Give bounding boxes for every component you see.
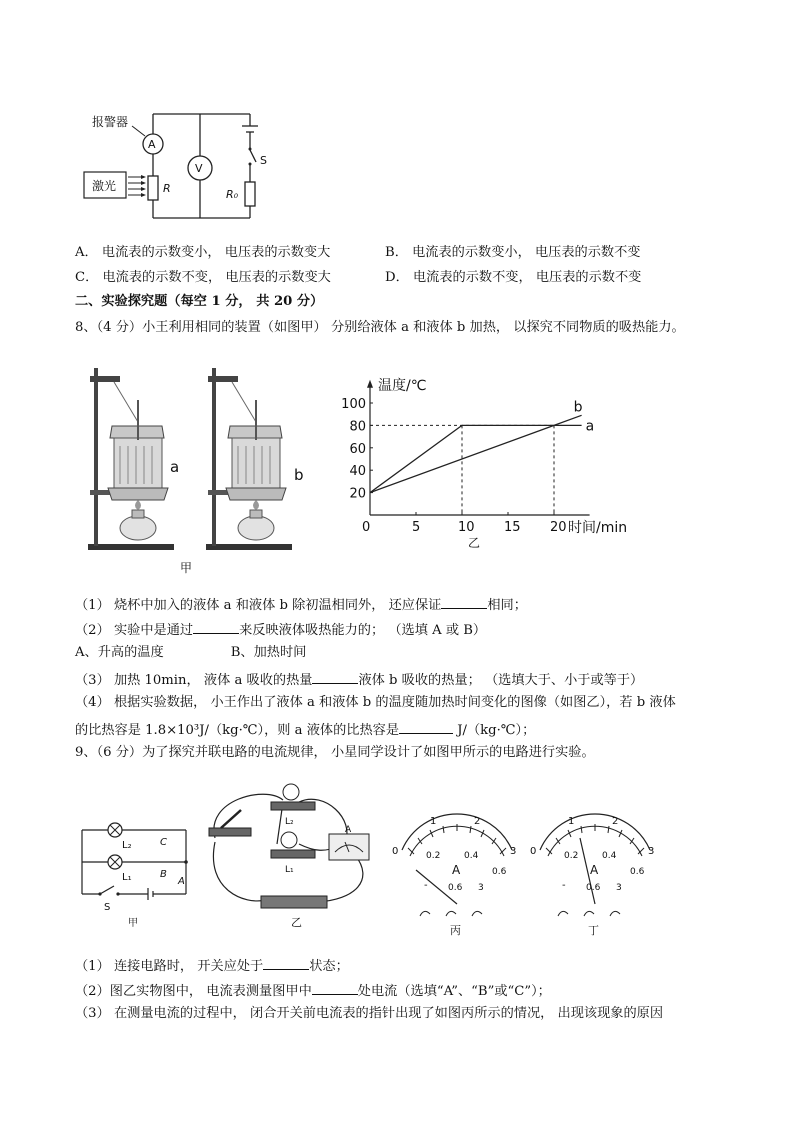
physical-ammeter-label: A bbox=[345, 825, 352, 835]
x-tick-label: 10 bbox=[458, 520, 475, 535]
laser-label: 激光 bbox=[92, 179, 117, 193]
alarm-circuit-figure bbox=[80, 108, 280, 233]
ammeter-dial-ding bbox=[530, 812, 660, 937]
physical-circuit-figure bbox=[205, 780, 385, 930]
y-axis-label: 温度/℃ bbox=[378, 377, 427, 394]
option-c: C． 电流表的示数不变， 电压表的示数变大 bbox=[75, 270, 331, 285]
bing-scale-bottom-1: 0.4 bbox=[464, 851, 479, 861]
parallel-circuit-diagram bbox=[78, 812, 198, 927]
point-c-label: C bbox=[160, 837, 167, 848]
switch-label: S bbox=[260, 154, 267, 167]
q9-part1-suffix: 状态； bbox=[309, 959, 349, 974]
series-label-b: b bbox=[573, 399, 583, 416]
ding-scale-bottom-2: 0.6 bbox=[630, 867, 645, 877]
ding-scale-top-0: 0 bbox=[530, 846, 537, 857]
ding-scale-top-1: 1 bbox=[568, 816, 575, 827]
figure-jia2-caption: 甲 bbox=[128, 918, 138, 929]
q9-stem: 9、（6 分）为了探究并联电路的电流规律， 小星同学设计了如图甲所示的电路进行实验。 bbox=[75, 745, 595, 760]
figure-yi-caption: 乙 bbox=[468, 536, 481, 550]
ding-scale-bottom-0: 0.2 bbox=[564, 851, 579, 861]
point-b-label: B bbox=[160, 869, 167, 880]
x-axis-label: 时间/min bbox=[568, 520, 628, 536]
q9-part1-blank[interactable] bbox=[263, 955, 309, 970]
q8-part4-blank[interactable] bbox=[399, 719, 453, 734]
resistor-r-label: R bbox=[163, 182, 171, 195]
y-tick-label: 60 bbox=[349, 441, 366, 457]
q9-part1 bbox=[75, 955, 349, 976]
option-d: D． 电流表的示数不变， 电压表的示数不变 bbox=[385, 270, 642, 285]
ding-scale-bottom-1: 0.4 bbox=[602, 851, 617, 861]
bing-scale-top-1: 1 bbox=[430, 816, 437, 827]
figure-bing-caption: 丙 bbox=[450, 924, 461, 937]
bing-terminal-3: 3 bbox=[478, 883, 484, 893]
bing-terminal-minus: - bbox=[424, 880, 428, 891]
bing-scale-top-3: 3 bbox=[510, 846, 517, 857]
y-tick-label: 20 bbox=[349, 486, 366, 502]
y-tick-label: 100 bbox=[341, 397, 366, 412]
q9-part2 bbox=[75, 980, 551, 1001]
ding-terminal-06: 0.6 bbox=[586, 883, 601, 893]
figure-ding-caption: 丁 bbox=[588, 924, 599, 937]
bing-terminal-06: 0.6 bbox=[448, 883, 463, 893]
x-tick-label: 15 bbox=[504, 520, 521, 535]
figure-jia-caption: 甲 bbox=[180, 561, 193, 575]
lamp-l1-label: L₁ bbox=[122, 872, 132, 883]
q8-part1-suffix: 相同； bbox=[487, 598, 527, 613]
ding-unit: A bbox=[590, 863, 599, 877]
y-tick-label: 80 bbox=[349, 419, 366, 435]
q8-part4-line2 bbox=[75, 719, 535, 740]
q9-part2-blank[interactable] bbox=[312, 980, 358, 995]
heating-apparatus-figure bbox=[82, 360, 332, 575]
q8-part1-text: （1） 烧杯中加入的液体 a 和液体 b 除初温相同外， 还应保证 bbox=[75, 598, 442, 613]
liquid-b-label: b bbox=[294, 466, 304, 484]
liquid-a-label: a bbox=[170, 458, 180, 476]
series-line-a bbox=[370, 425, 582, 492]
bing-scale-bottom-2: 0.6 bbox=[492, 867, 507, 877]
alarm-label: 报警器 bbox=[92, 115, 129, 129]
bing-unit: A bbox=[452, 863, 461, 877]
q8-part2 bbox=[75, 619, 486, 640]
ding-scale-top-2: 2 bbox=[612, 816, 619, 827]
q8-part2-blank[interactable] bbox=[193, 619, 239, 634]
q8-part3 bbox=[75, 669, 643, 690]
bing-scale-bottom-0: 0.2 bbox=[426, 851, 441, 861]
x-tick-label: 20 bbox=[550, 520, 567, 535]
q9-part1-text: （1） 连接电路时， 开关应处于 bbox=[75, 959, 264, 974]
resistor-r0-label: R₀ bbox=[226, 188, 239, 201]
point-a-label: A bbox=[178, 876, 185, 887]
section-2-title: 二、实验探究题（每空 1 分， 共 20 分） bbox=[75, 294, 324, 309]
q8-part2-options: A、升高的温度 B、加热时间 bbox=[75, 645, 307, 660]
q8-part2-text: （2） 实验中是通过 bbox=[75, 623, 194, 638]
temperature-time-chart bbox=[338, 365, 628, 550]
q8-part3-text: （3） 加热 10min， 液体 a 吸收的热量 bbox=[75, 673, 313, 688]
bing-scale-top-2: 2 bbox=[474, 816, 481, 827]
bing-scale-top-0: 0 bbox=[392, 846, 399, 857]
ding-terminal-minus: - bbox=[562, 880, 566, 891]
lamp-l2-label: L₂ bbox=[122, 840, 132, 851]
option-a: A． 电流表的示数变小， 电压表的示数变大 bbox=[75, 245, 331, 260]
q9-part2-suffix: 处电流（选填“A”、“B”或“C”）； bbox=[357, 984, 551, 999]
q8-part1-blank[interactable] bbox=[441, 594, 487, 609]
ding-scale-top-3: 3 bbox=[648, 846, 655, 857]
q8-part3-suffix: 液体 b 吸收的热量； （选填大于、小于或等于） bbox=[358, 673, 644, 688]
physical-l1-label: L₁ bbox=[285, 865, 294, 875]
ammeter-dial-bing bbox=[392, 812, 522, 937]
voltmeter-symbol: V bbox=[195, 162, 203, 175]
q8-part2-suffix: 来反映液体吸热能力的； （选填 A 或 B） bbox=[239, 623, 487, 638]
physical-l2-label: L₂ bbox=[285, 817, 294, 827]
y-tick-label: 40 bbox=[349, 464, 366, 480]
x-tick-label: 0 bbox=[362, 520, 371, 535]
q8-part4-line1: （4） 根据实验数据， 小王作出了液体 a 和液体 b 的温度随加热时间变化的图像（如图乙），若 b 液体 bbox=[75, 695, 676, 710]
q9-part3: （3） 在测量电流的过程中， 闭合开关前电流表的指针出现了如图丙所示的情况， 出现该现象的原因 bbox=[75, 1006, 664, 1021]
series-line-b bbox=[370, 415, 582, 492]
q8-part4-suffix: J/（kg·℃）； bbox=[453, 723, 536, 738]
q8-stem: 8、（4 分）小王利用相同的装置（如图甲） 分别给液体 a 和液体 b 加热， 以探究不同物质的吸热能力。 bbox=[75, 320, 685, 335]
series-label-a: a bbox=[585, 418, 595, 435]
x-tick-label: 5 bbox=[412, 520, 421, 535]
ding-terminal-3: 3 bbox=[616, 883, 622, 893]
q8-part3-blank[interactable] bbox=[312, 669, 358, 684]
ammeter-symbol: A bbox=[148, 138, 156, 151]
switch-s-label: S bbox=[104, 902, 111, 913]
figure-yi2-caption: 乙 bbox=[291, 916, 302, 929]
option-b: B． 电流表的示数变小， 电压表的示数不变 bbox=[385, 245, 641, 260]
q9-part2-text: （2）图乙实物图中， 电流表测量图甲中 bbox=[75, 984, 312, 999]
q8-part1 bbox=[75, 594, 527, 615]
y-axis-arrow bbox=[367, 380, 373, 388]
q8-part4-text: 的比热容是 1.8×10³J/（kg·℃），则 a 液体的比热容是 bbox=[75, 723, 400, 738]
